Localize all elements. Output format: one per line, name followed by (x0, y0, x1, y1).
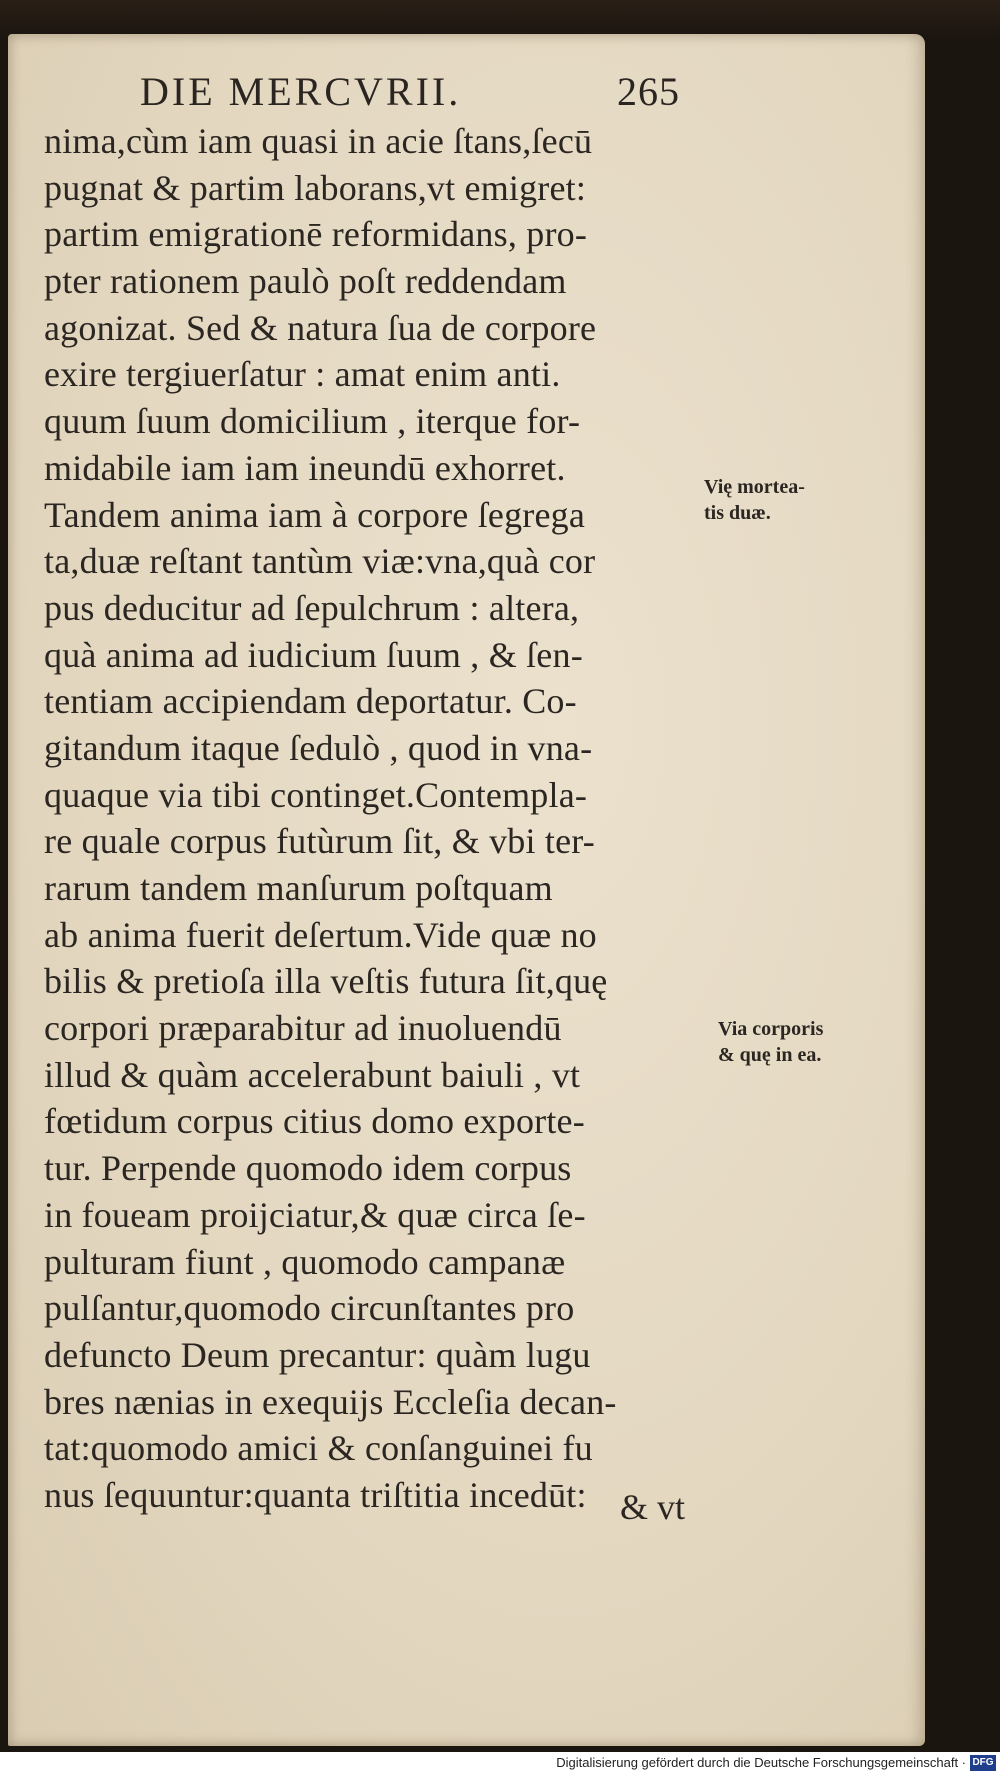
running-title: DIE MERCVRII. (140, 69, 462, 114)
text-line: nus ſequuntur:quanta triſtitia incedūt: (44, 1474, 587, 1515)
running-head (140, 68, 680, 118)
marginal-note (704, 474, 805, 526)
text-line: agonizat. Sed & natura ſua de corpore (44, 307, 597, 348)
text-line: ta,duæ reſtant tantùm viæ:vna,quà cor (44, 541, 596, 582)
text-line: pugnat & partim laborans,vt emigret: (44, 167, 587, 208)
text-line: pter rationem paulò poſt reddendam (44, 261, 567, 302)
text-line: bres nænias in exequijs Eccleſia decan- (44, 1381, 617, 1422)
text-line: fœtidum corpus citius domo exporte- (44, 1101, 585, 1142)
text-line: illud & quàm accelerabunt baiuli , vt (44, 1054, 581, 1095)
text-line: gitandum itaque ſedulò , quod in vna- (44, 727, 593, 768)
text-line: quà anima ad iudicium ſuum , & ſen- (44, 634, 583, 675)
body-text (44, 118, 724, 1519)
text-line: nima,cùm iam quasi in acie ſtans,ſecū (44, 121, 593, 161)
text-line: tentiam accipiendam deportatur. Co- (44, 681, 577, 722)
catchword: & vt (620, 1487, 686, 1527)
text-line: Tandem anima iam à corpore ſegrega (44, 494, 586, 535)
text-line: pus deducitur ad ſepulchrum : altera, (44, 587, 580, 628)
text-line: tat:quomodo amici & conſanguinei fu (44, 1428, 593, 1469)
text-line: tur. Perpende quomodo idem corpus (44, 1148, 572, 1189)
marginal-note-line: tis duæ. (704, 502, 771, 524)
footer-credit: Digitalisierung gefördert durch die Deutsche Forschungsgemeinschaft · (556, 1755, 966, 1770)
marginal-note (718, 1016, 823, 1068)
text-line: pulturam fiunt , quomodo campanæ (44, 1241, 566, 1282)
text-line: in foueam proijciatur,& quæ circa ſe- (44, 1194, 586, 1235)
text-line: bilis & pretioſa illa veſtis futura ſit,quę (44, 961, 608, 1002)
text-line: ab anima fuerit deſertum.Vide quæ no (44, 914, 597, 955)
digitization-footer (0, 1752, 1000, 1775)
marginal-note-line: Vię mortea- (704, 476, 805, 498)
text-line: corpori præparabitur ad inuoluendū (44, 1008, 562, 1049)
marginal-note-line: & quę in ea. (718, 1044, 822, 1066)
text-line: exire tergiuerſatur : amat enim anti. (44, 354, 561, 395)
text-line: re quale corpus futùrum ſit, & vbi ter- (44, 821, 595, 862)
page-top-edge (0, 0, 1000, 38)
text-line: rarum tandem manſurum poſtquam (44, 868, 553, 908)
text-line: quaque via tibi continget.Contempla- (44, 774, 588, 815)
marginal-note-line: Via corporis (718, 1018, 824, 1040)
text-line: quum ſuum domicilium , iterque for- (44, 401, 581, 442)
text-line: partim emigrationē reformidans, pro- (44, 214, 588, 255)
page-number: 265 (617, 69, 680, 114)
text-line: pulſantur,quomodo circunſtantes pro (44, 1288, 575, 1329)
text-line: midabile iam iam ineundū exhorret. (44, 447, 566, 488)
dfg-logo: DFG (970, 1755, 996, 1771)
text-line: defuncto Deum precantur: quàm lugu (44, 1334, 591, 1375)
